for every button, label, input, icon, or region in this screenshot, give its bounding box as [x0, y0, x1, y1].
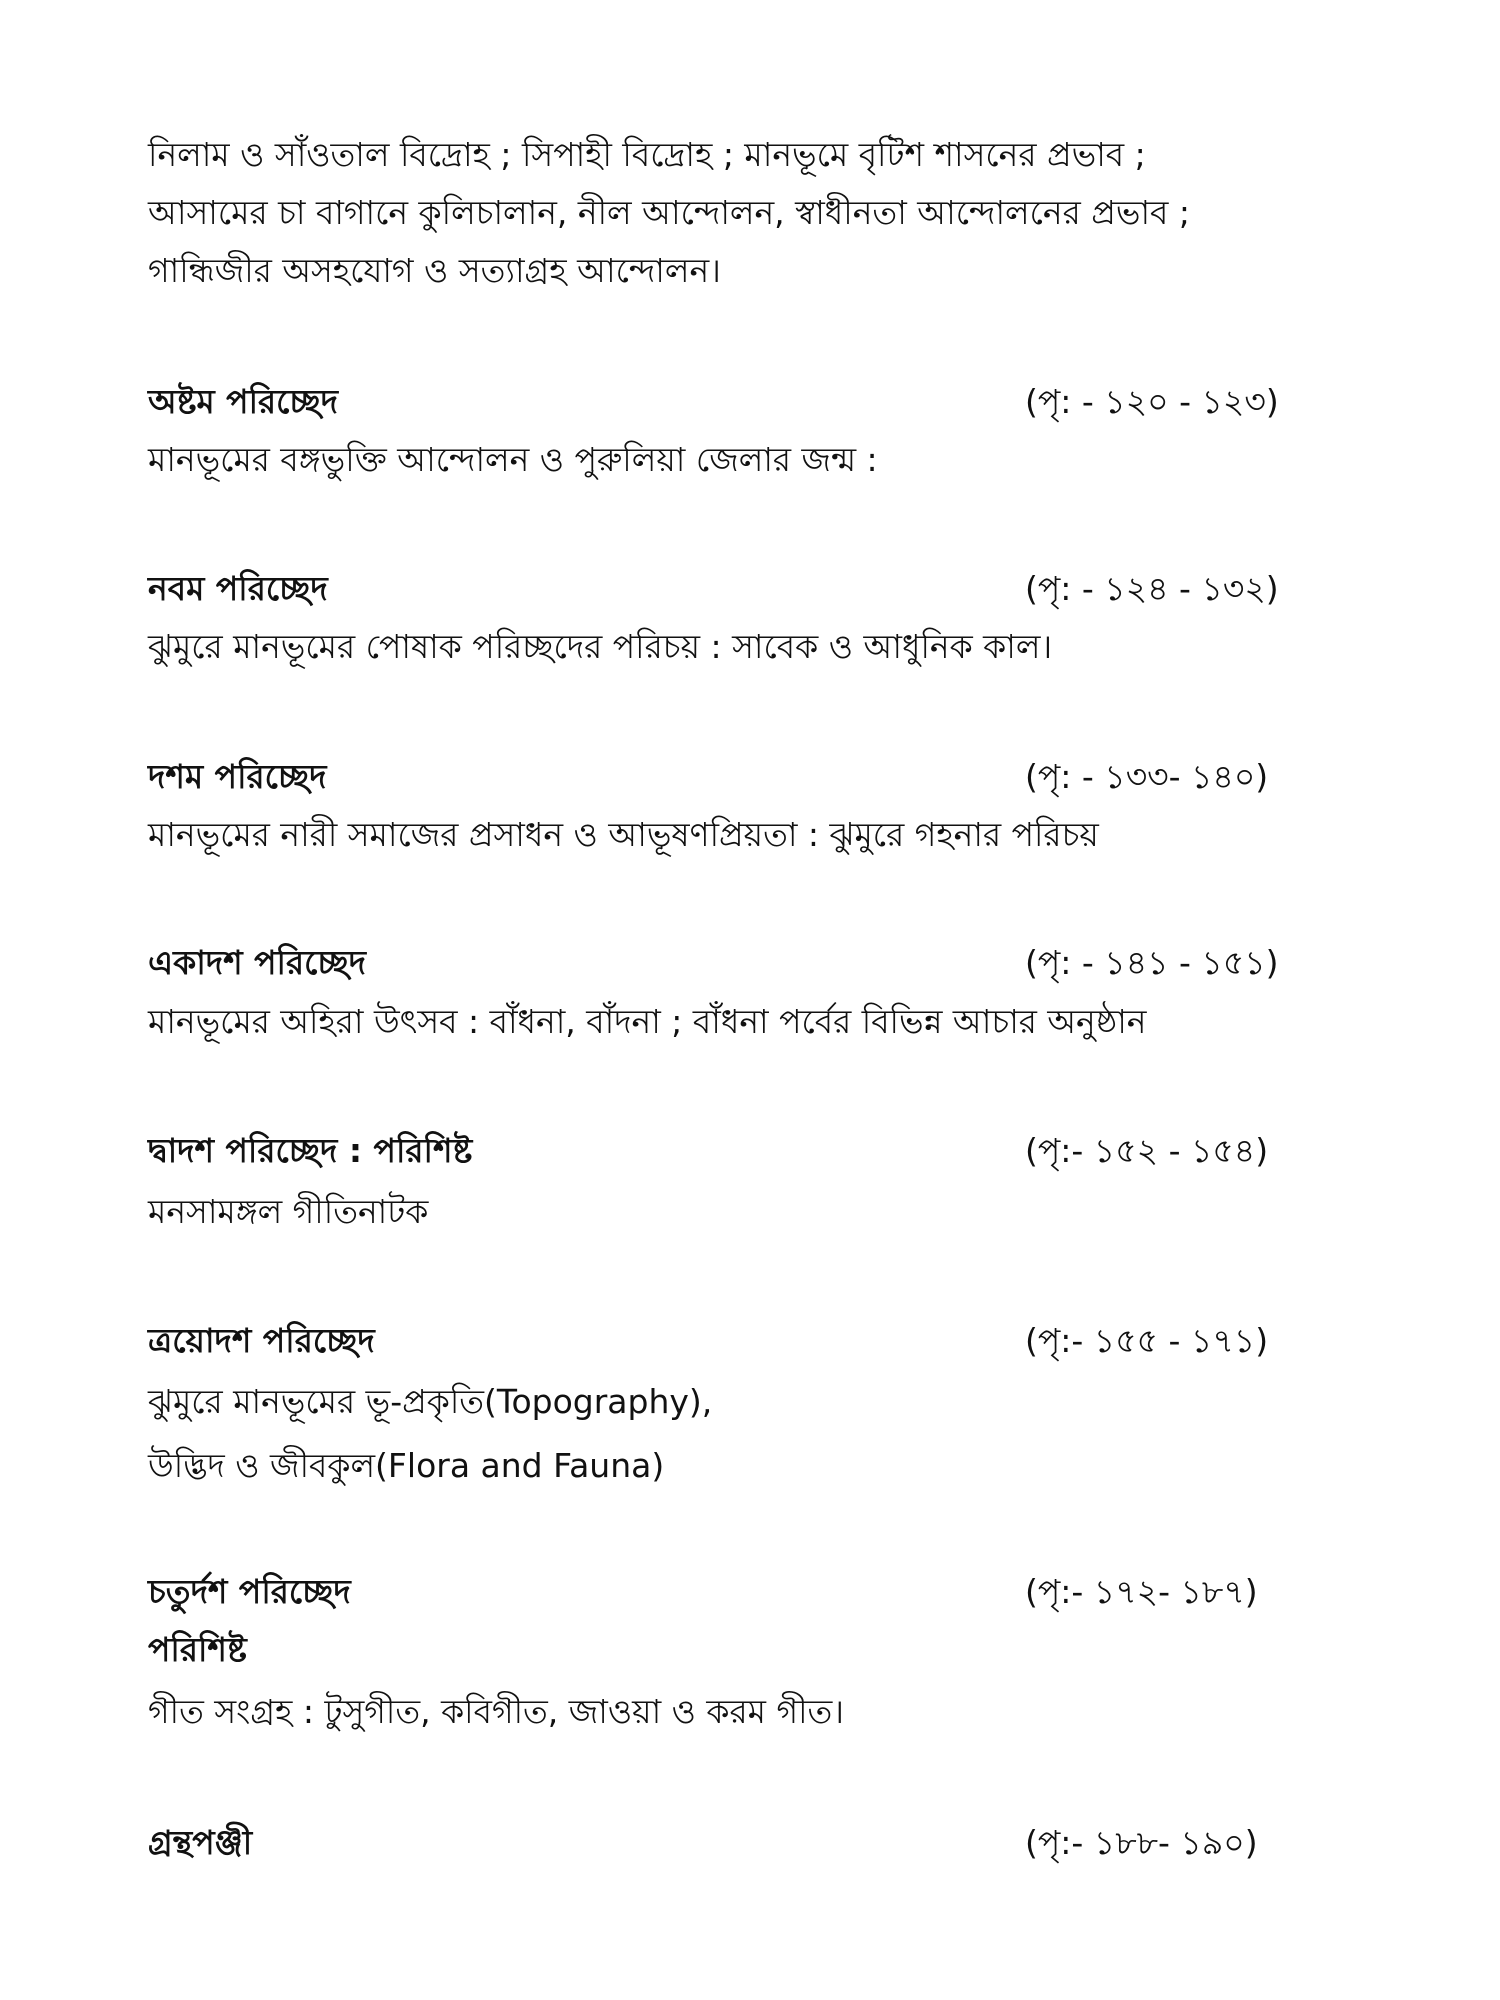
chapter-14-title: চতুর্দশ পরিচ্ছেদ: [148, 1572, 351, 1611]
chapter-14-desc: গীত সংগ্রহ : টুসুগীত, কবিগীত, জাওয়া ও করম গীত।: [148, 1692, 845, 1731]
intro-line: আসামের চা বাগানে কুলিচালান, নীল আন্দোলন, স্বাধীনতা আন্দোলনের প্রভাব ;: [148, 193, 1191, 232]
chapter-12-pages: (পৃ:- ১৫২ - ১৫৪): [1025, 1131, 1269, 1170]
chapter-9-desc: ঝুমুরে মানভূমের পোষাক পরিচ্ছদের পরিচয় : সাবেক ও আধুনিক কাল।: [148, 627, 1053, 666]
chapter-8-pages: (পৃ: - ১২০ - ১২৩): [1025, 382, 1279, 421]
chapter-13-desc: উদ্ভিদ ও জীবকুল(Flora and Fauna): [148, 1446, 665, 1485]
chapter-13-desc: ঝুমুরে মানভূমের ভূ-প্রকৃতি(Topography),: [148, 1382, 713, 1421]
chapter-10-pages: (পৃ: - ১৩৩- ১৪০): [1025, 757, 1269, 796]
chapter-11-pages: (পৃ: - ১৪১ - ১৫১): [1025, 943, 1279, 982]
chapter-12-title: দ্বাদশ পরিচ্ছেদ : পরিশিষ্ট: [148, 1131, 473, 1170]
bibliography-pages: (পৃ:- ১৮৮- ১৯০): [1025, 1823, 1258, 1862]
chapter-14-subtitle: পরিশিষ্ট: [148, 1630, 247, 1669]
chapter-10-title: দশম পরিচ্ছেদ: [148, 757, 327, 796]
chapter-13-pages: (পৃ:- ১৫৫ - ১৭১): [1025, 1321, 1269, 1360]
intro-line: গান্ধিজীর অসহযোগ ও সত্যাগ্রহ আন্দোলন।: [148, 251, 721, 290]
chapter-9-title: নবম পরিচ্ছেদ: [148, 569, 328, 608]
chapter-9-pages: (পৃ: - ১২৪ - ১৩২): [1025, 569, 1279, 608]
chapter-13-title: ত্রয়োদশ পরিচ্ছেদ: [148, 1321, 375, 1360]
chapter-8-desc: মানভূমের বঙ্গভুক্তি আন্দোলন ও পুরুলিয়া জেলার জন্ম :: [148, 440, 878, 479]
chapter-11-desc: মানভূমের অহিরা উৎসব : বাঁধনা, বাঁদনা ; বাঁধনা পর্বের বিভিন্ন আচার অনুষ্ঠান: [148, 1002, 1147, 1041]
chapter-8-title: অষ্টম পরিচ্ছেদ: [148, 382, 339, 421]
chapter-11-title: একাদশ পরিচ্ছেদ: [148, 943, 366, 982]
intro-line: নিলাম ও সাঁওতাল বিদ্রোহ ; সিপাহী বিদ্রোহ ; মানভূমে বৃটিশ শাসনের প্রভাব ;: [148, 135, 1146, 174]
bibliography-title: গ্রন্থপঞ্জী: [148, 1823, 253, 1862]
chapter-14-pages: (পৃ:- ১৭২- ১৮৭): [1025, 1572, 1258, 1611]
chapter-10-desc: মানভূমের নারী সমাজের প্রসাধন ও আভূষণপ্রিয়তা : ঝুমুরে গহনার পরিচয়: [148, 815, 1099, 854]
chapter-12-desc: মনসামঙ্গল গীতিনাটক: [148, 1192, 429, 1231]
